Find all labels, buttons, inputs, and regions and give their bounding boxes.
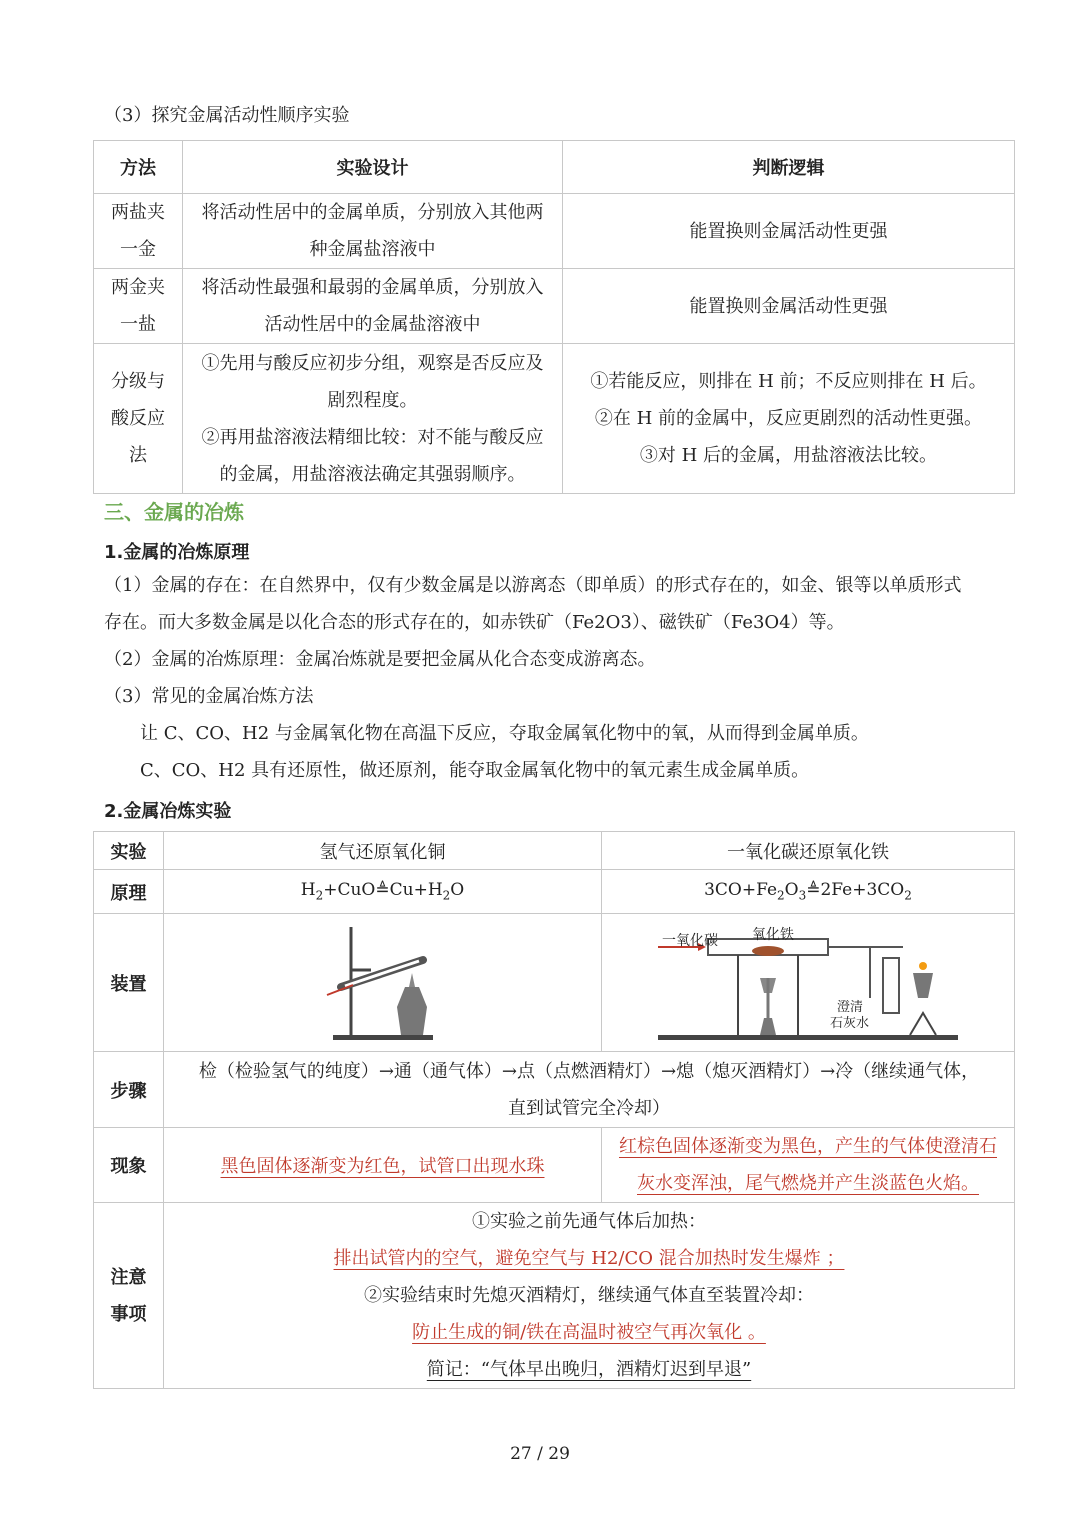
- eq-part: +CuO≜Cu+H: [323, 880, 443, 901]
- table-row: [94, 269, 1015, 344]
- design-line: ①先用与酸反应初步分组，观察是否反应及: [201, 352, 544, 374]
- method-line: 酸反应: [111, 408, 165, 429]
- equation-h2: [164, 870, 602, 914]
- apparatus-label-fe2o3: 氧化铁: [752, 927, 794, 943]
- phenomena-h2: [164, 1128, 602, 1203]
- apparatus-co-cell: [602, 914, 1015, 1052]
- logic-line: 能置换则金属活动性更强: [689, 295, 888, 317]
- phenomena-co: [602, 1128, 1015, 1203]
- steps-cell: [164, 1052, 1015, 1128]
- row-label-principle: 原理: [94, 870, 164, 914]
- row-label-notes: [94, 1203, 164, 1389]
- subsection-title: 2.金属冶炼实验: [104, 801, 232, 822]
- phenomena-line: 红棕色固体逐渐变为黑色，产生的气体使澄清石: [619, 1136, 997, 1157]
- table-row: [94, 194, 1015, 269]
- notes-answer: 排出试管内的空气，避免空气与 H2/CO 混合加热时发生爆炸 ；: [333, 1248, 845, 1269]
- phenomena-line: 灰水变浑浊，尾气燃烧并产生淡蓝色火焰。: [637, 1173, 979, 1194]
- notes-mnemonic: 简记：“气体早出晚归，酒精灯迟到早退”: [426, 1359, 752, 1380]
- paragraph: （1）金属的存在：在自然界中，仅有少数金属是以游离态（即单质）的形式存在的，如金、银等以单质形式: [104, 575, 962, 596]
- section-title: （3）探究金属活动性顺序实验: [104, 105, 350, 126]
- row-label-steps: 步骤: [94, 1052, 164, 1128]
- row-label-exp: 实验: [94, 832, 164, 870]
- logic-line: ①若能反应，则排在 H 前；不反应则排在 H 后。: [590, 371, 987, 392]
- apparatus-label-limewater-2: 石灰水: [830, 1016, 870, 1031]
- logic-line: ③对 H 后的金属，用盐溶液法比较。: [639, 445, 938, 466]
- apparatus-h2-cell: [164, 914, 602, 1052]
- method-line: 分级与: [111, 371, 165, 392]
- design-line: 将活动性最强和最弱的金属单质，分别放入: [201, 277, 544, 298]
- notes-cell: [164, 1203, 1015, 1389]
- notes-line: ①实验之前先通气体后加热：: [472, 1211, 706, 1232]
- design-line: 的金属，用盐溶液法确定其强弱顺序。: [219, 463, 526, 485]
- apparatus-label-co: 一氧化碳: [662, 933, 718, 949]
- paragraph: （3）常见的金属冶炼方法: [104, 686, 314, 707]
- design-line: ②再用盐溶液法精细比较：对不能与酸反应: [201, 426, 544, 448]
- exp-name-h2: 氢气还原氧化铜: [164, 832, 602, 870]
- design-line: 种金属盐溶液中: [309, 239, 436, 260]
- design-line: 活动性居中的金属盐溶液中: [264, 314, 481, 335]
- phenomena-text: 黑色固体逐渐变为红色，试管口出现水珠: [220, 1156, 545, 1177]
- page-number: 27 / 29: [510, 1444, 570, 1464]
- method-line: 一盐: [120, 314, 156, 335]
- notes-label-line: 事项: [110, 1303, 147, 1325]
- design-line: 剧烈程度。: [327, 389, 418, 411]
- row-label-phenomena: 现象: [94, 1128, 164, 1203]
- paragraph: 存在。而大多数金属是以化合态的形式存在的，如赤铁矿（Fe2O3）、磁铁矿（Fe3O4）等。: [104, 612, 845, 633]
- eq-sub: 2: [904, 888, 912, 903]
- eq-part: H: [300, 880, 316, 901]
- design-line: 将活动性居中的金属单质，分别放入其他两: [201, 202, 544, 223]
- eq-sub: 3: [798, 888, 807, 903]
- eq-part: 3CO+Fe: [704, 880, 778, 901]
- eq-part: O: [450, 880, 465, 901]
- eq-sub: 2: [442, 888, 451, 903]
- eq-part: O: [784, 880, 799, 901]
- steps-line: 检（检验氢气的纯度）→通（通气体）→点（点燃酒精灯）→熄（熄灭酒精灯）→冷（继续通气体，: [198, 1060, 980, 1082]
- eq-sub: 2: [777, 888, 785, 903]
- activity-table: [93, 140, 1015, 494]
- col-header-design: 实验设计: [183, 141, 563, 194]
- paragraph: 让 C、CO、H2 与金属氧化物在高温下反应，夺取金属氧化物中的氧，从而得到金属单质。: [140, 723, 869, 744]
- exp-name-co: 一氧化碳还原氧化铁: [602, 832, 1015, 870]
- equation-co: [602, 870, 1015, 914]
- method-line: 法: [129, 445, 147, 466]
- method-line: 两金夹: [111, 277, 165, 298]
- smelting-table: [93, 831, 1015, 1389]
- apparatus-label-limewater-1: 澄清: [837, 1000, 864, 1015]
- row-label-apparatus: 装置: [94, 914, 164, 1052]
- col-header-logic: 判断逻辑: [563, 141, 1015, 194]
- subsection-title: 1.金属的冶炼原理: [104, 542, 250, 563]
- h2-apparatus-illustration: [323, 915, 443, 1045]
- notes-answer: 防止生成的铜/铁在高温时被空气再次氧化 。: [412, 1322, 766, 1343]
- paragraph: C、CO、H2 具有还原性，做还原剂，能夺取金属氧化物中的氧元素生成金属单质。: [140, 760, 810, 781]
- eq-sub: 2: [315, 888, 324, 903]
- notes-line: ②实验结束时先熄灭酒精灯，继续通气体直至装置冷却：: [364, 1285, 814, 1306]
- table-row: [94, 344, 1015, 494]
- method-line: 一金: [120, 239, 156, 260]
- logic-line: ②在 H 前的金属中，反应更剧烈的活动性更强。: [594, 408, 983, 429]
- section-heading: 三、金属的冶炼: [104, 500, 244, 524]
- logic-line: 能置换则金属活动性更强: [689, 220, 888, 242]
- notes-label-line: 注意: [110, 1266, 147, 1288]
- steps-line: 直到试管完全冷却）: [508, 1097, 670, 1119]
- col-header-method: 方法: [94, 141, 183, 194]
- paragraph: （2）金属的冶炼原理：金属冶炼就是要把金属从化合态变成游离态。: [104, 649, 656, 670]
- eq-part: ≜2Fe+3CO: [806, 880, 905, 901]
- method-line: 两盐夹: [111, 202, 165, 223]
